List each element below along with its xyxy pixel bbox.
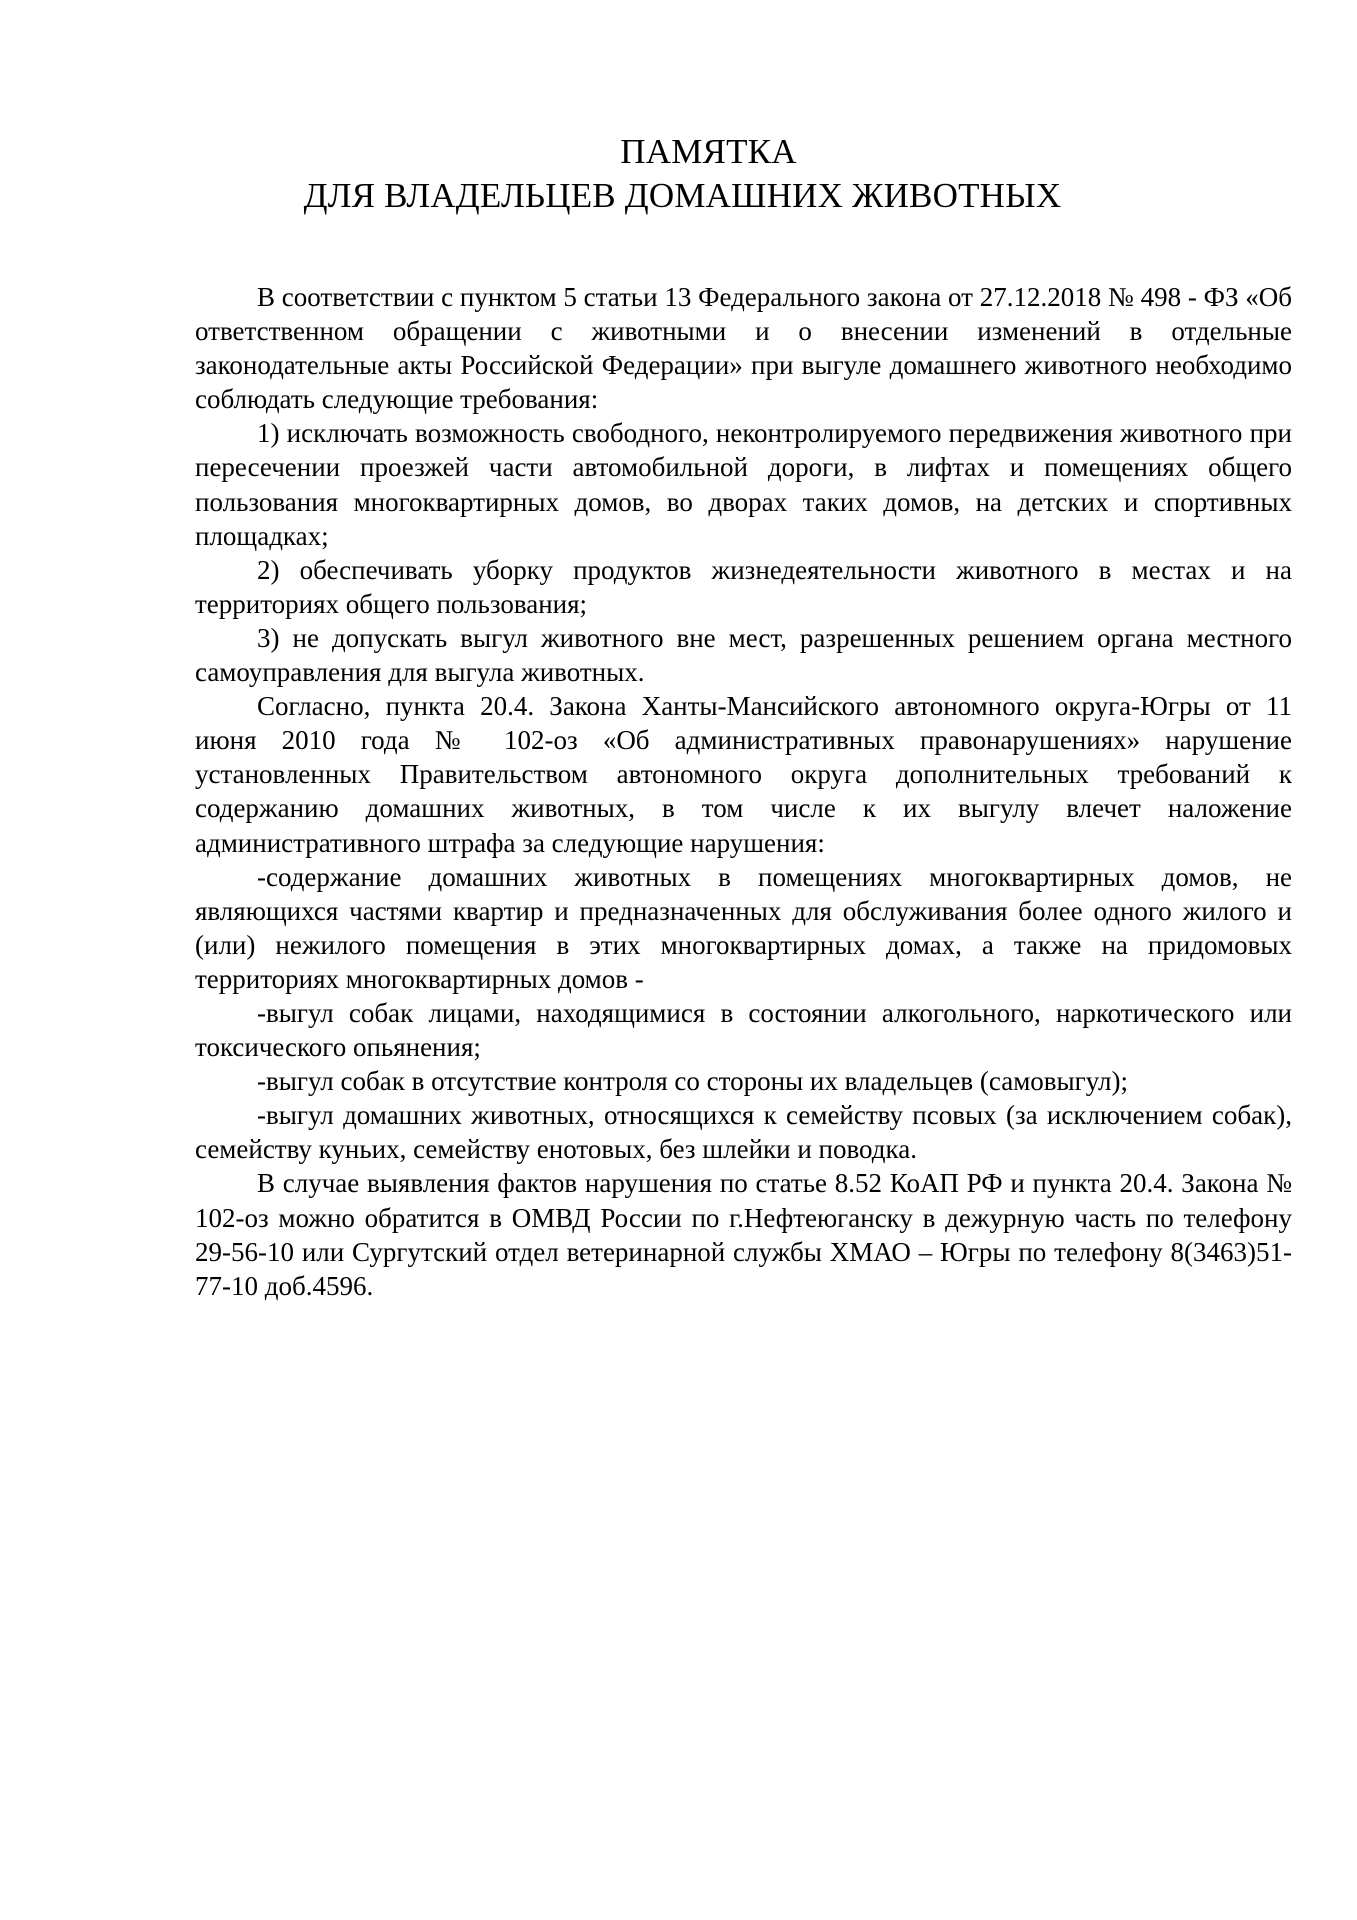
title-line-1: ПАМЯТКА <box>620 132 797 171</box>
contacts-paragraph: В случае выявления фактов нарушения по статье 8.52 КоАП РФ и пункта 20.4. Закона № 102-оз можно обратится в ОМВД России по г.Нефтеюганску в дежурную часть по телефону 29-56-10 или Сургутский отдел ветеринарной службы ХМАО – Югры по телефону 8(3463)51-77-10 доб.4596. <box>195 1168 1292 1301</box>
requirement-2-paragraph: 2) обеспечивать уборку продуктов жизнедеятельности животного в местах и на территориях общего пользования; <box>195 554 1292 619</box>
regional-law-paragraph: Согласно, пункта 20.4. Закона Ханты-Мансийского автономного округа-Югры от 11 июня 2010 года № 102-оз «Об административных правонарушениях» нарушение установленных Правительством автономного округа дополнительных требований к содержанию домашних животных, в том числе к их выгулу влечет наложение административного штрафа за следующие нарушения: <box>195 691 1292 858</box>
intro-paragraph: В соответствии с пунктом 5 статьи 13 Федерального закона от 27.12.2018 № 498 - ФЗ «Об ответственном обращении с животными и о внесении изменений в отдельные законодательные акты Российской Федерации» при выгуле домашнего животного необходимо соблюдать следующие требования: <box>195 282 1292 415</box>
violation-4-paragraph: -выгул домашних животных, относящихся к семейству псовых (за исключением собак), семейству куньих, семейству енотовых, без шлейки и поводка. <box>195 1100 1292 1165</box>
violation-3-paragraph: -выгул собак в отсутствие контроля со стороны их владельцев (самовыгул); <box>257 1066 1129 1097</box>
requirement-3-paragraph: 3) не допускать выгул животного вне мест, разрешенных решением органа местного самоуправления для выгула животных. <box>195 622 1292 688</box>
title-line-2: ДЛЯ ВЛАДЕЛЬЦЕВ ДОМАШНИХ ЖИВОТНЫХ <box>303 176 1062 215</box>
document-title <box>0 130 1357 218</box>
violation-2-paragraph: -выгул собак лицами, находящимися в состоянии алкогольного, наркотического или токсического опьянения; <box>195 997 1292 1063</box>
violation-1-paragraph: -содержание домашних животных в помещениях многоквартирных домов, не являющихся частями квартир и предназначенных для обслуживания более одного жилого и (или) нежилого помещения в этих многоквартирных домах, а также на придомовых территориях многоквартирных домов - <box>195 861 1292 994</box>
document-body <box>195 280 1292 1303</box>
requirement-1-paragraph: 1) исключать возможность свободного, неконтролируемого передвижения животного при пересечении проезжей части автомобильной дороги, в лифтах и помещениях общего пользования многоквартирных домов, во дворах таких домов, на детских и спортивных площадках; <box>195 418 1292 551</box>
